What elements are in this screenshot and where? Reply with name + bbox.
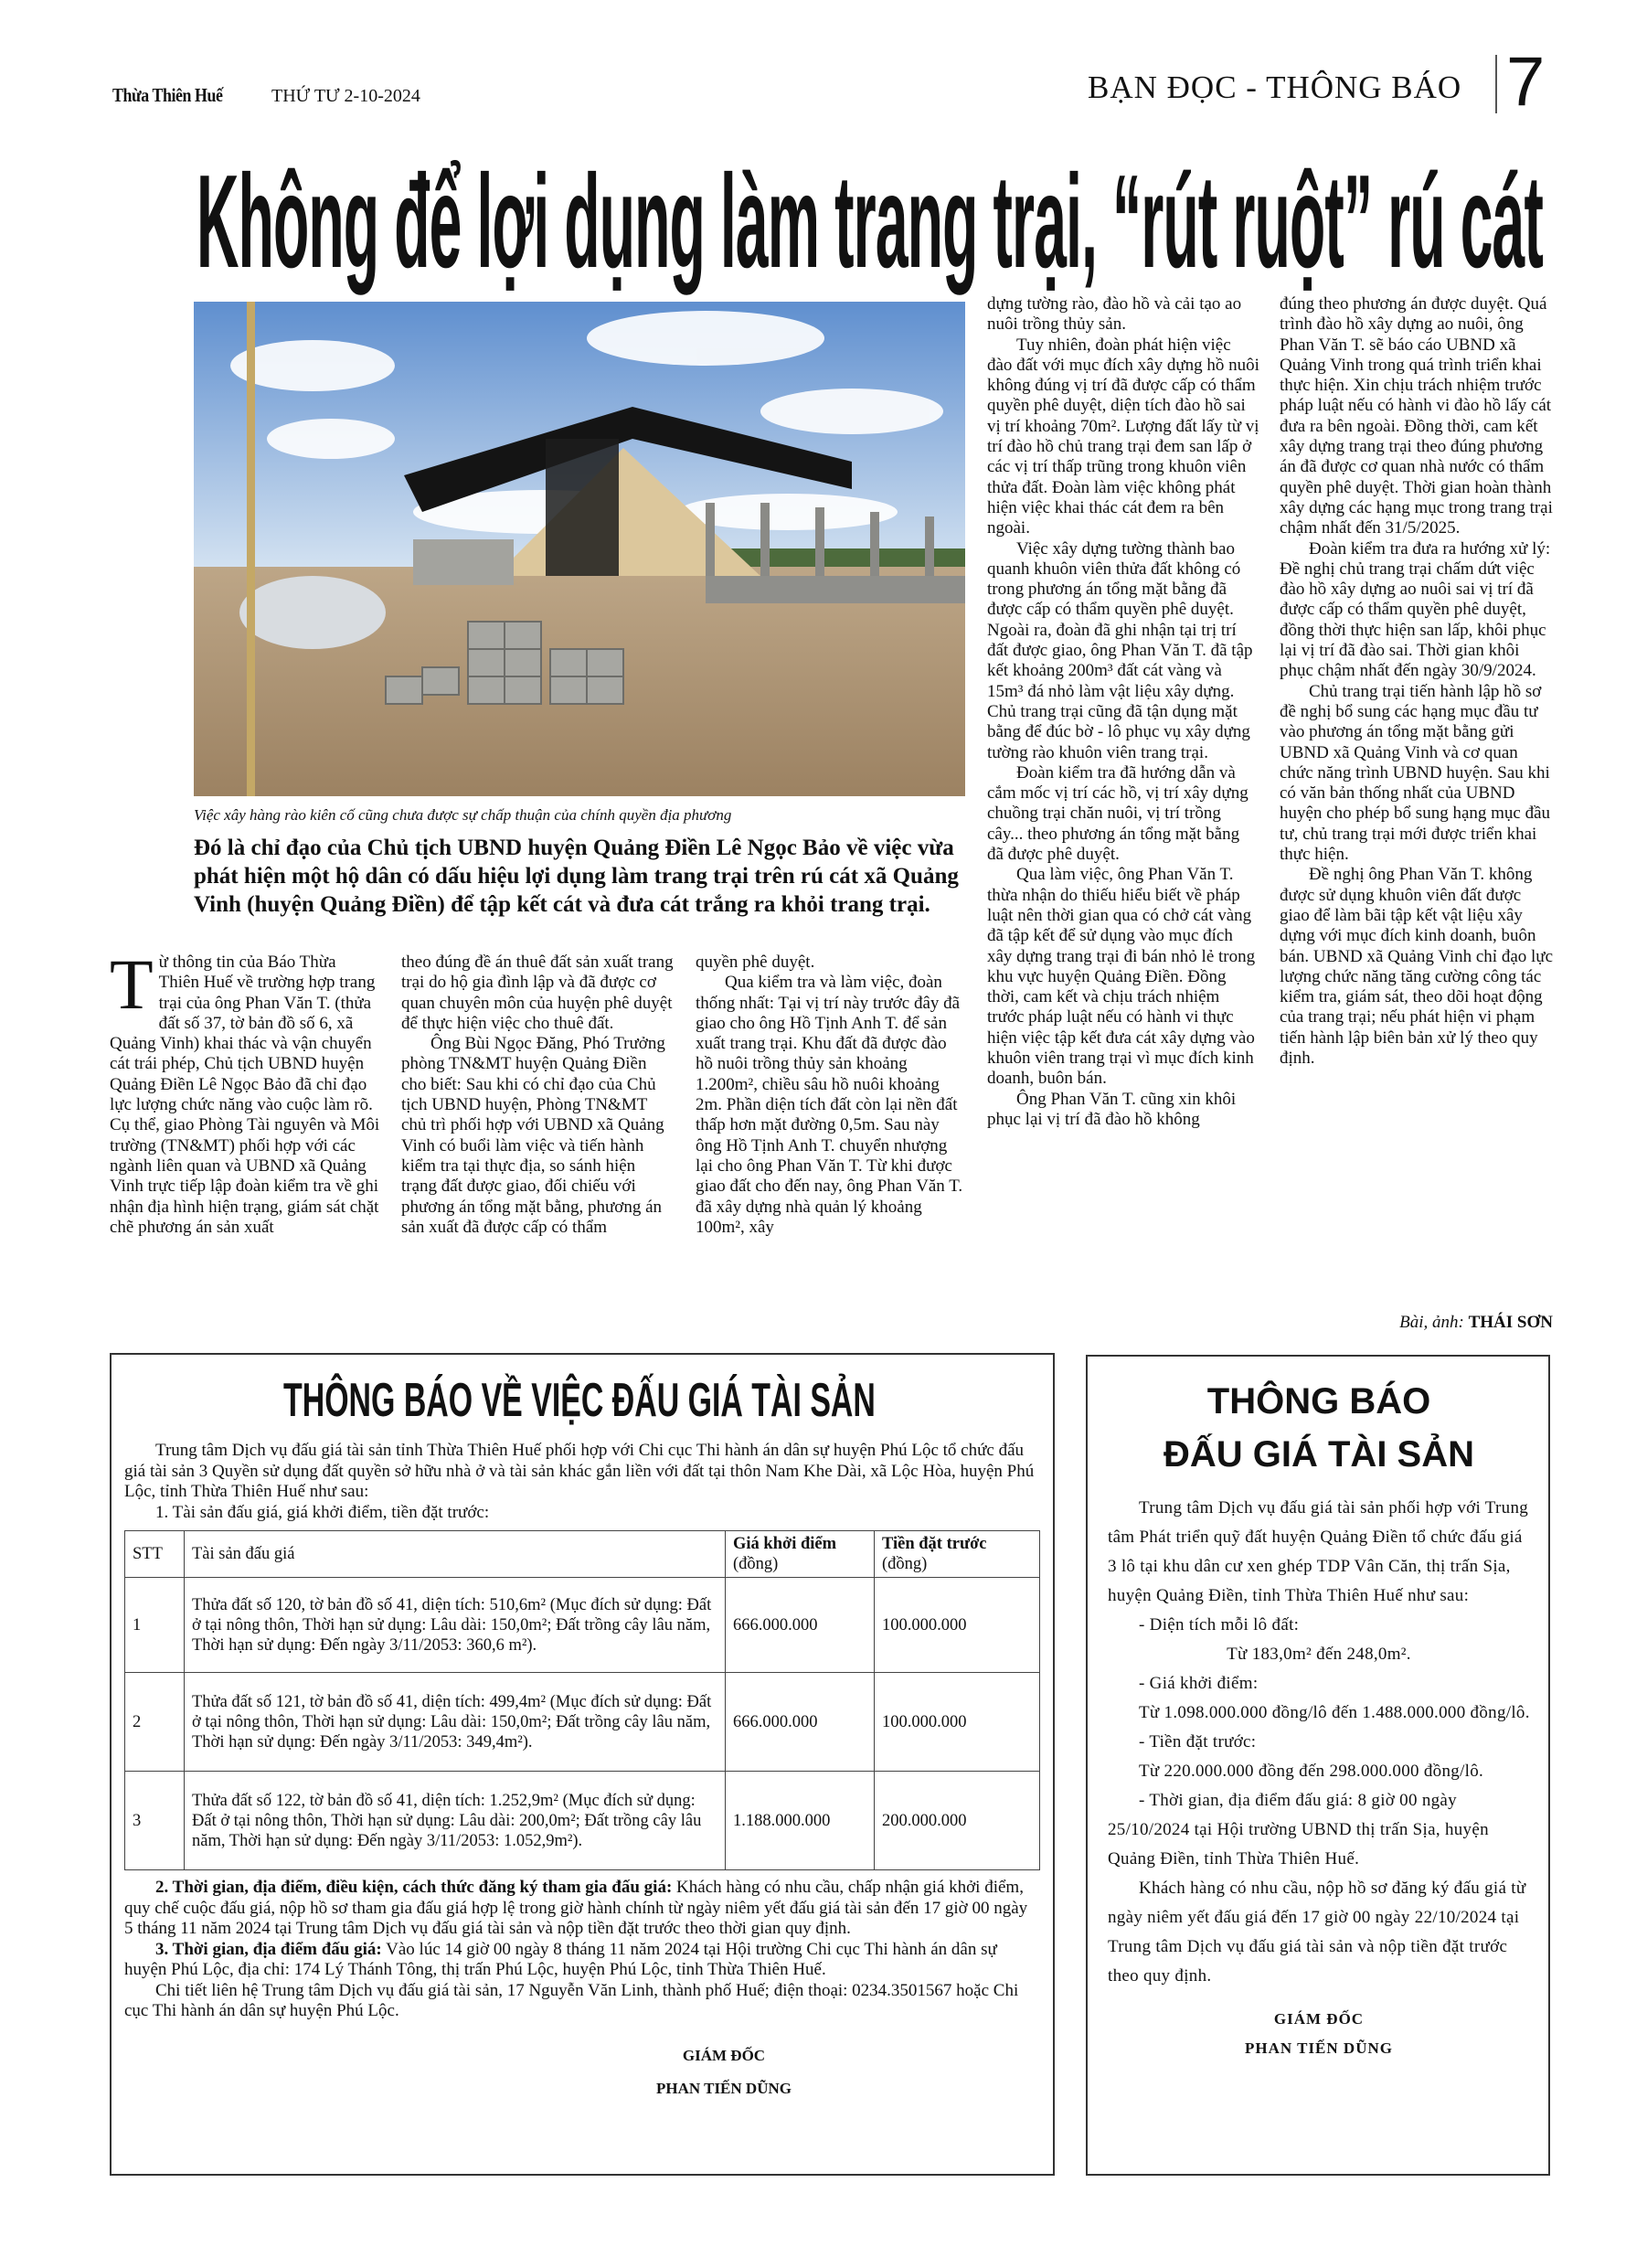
notice-item-1: 1. Tài sản đấu giá, giá khởi điểm, tiền đặt trước:	[155, 1502, 490, 1522]
article-paragraph: Ông Bùi Ngọc Đăng, Phó Trưởng phòng TN&MT huyện Quảng Điền cho biết: Sau khi có chỉ đạo của Chủ tịch UBND huyện, Phòng TN&MT chủ trì phối hợp với UBND xã Quảng Vinh có buổi làm việc và tiến hành kiểm tra tại thực địa, so sánh hiện trạng đất được giao, đối chiếu với phương án tổng mặt bằng, phương án sản xuất đã được cấp có thẩm	[401, 1034, 665, 1237]
auction-assets-table	[124, 1530, 1040, 1870]
table-header-row	[125, 1531, 1040, 1578]
article-paragraph: ừ thông tin của Báo Thừa Thiên Huế về trường hợp trang trại của ông Phan Văn T. (thửa đất số 37, tờ bản đồ số 6, xã Quảng Vinh) khai thác và vận chuyển cát trái phép, Chủ tịch UBND huyện Quảng Điền Lê Ngọc Bảo đã chỉ đạo lực lượng chức năng vào cuộc làm rõ. Cụ thể, giao Phòng Tài nguyên và Môi trường (TN&MT) phối hợp với các ngành liên quan và UBND xã Quảng Vinh trực tiếp lập đoàn kiểm tra về ghi nhận địa hình hiện trạng, giám sát chặt chẽ phương án sản xuất	[110, 953, 380, 1237]
price-value: Từ 1.098.000.000 đồng/lô đến 1.488.000.000 đồng/lô.	[1139, 1703, 1530, 1722]
cell-start-price: 666.000.000	[726, 1578, 875, 1673]
notice-intro: Trung tâm Dịch vụ đấu giá tài sản tỉnh Thừa Thiên Huế phối hợp với Chi cục Thi hành án dân sự huyện Phú Lộc tổ chức đấu giá tài sản 3 Quyền sử dụng đất quyền sở hữu nhà ở và tài sản khác gắn liền với đất tại thôn Nam Khe Dài, xã Lộc Hòa, huyện Phú Lộc, tỉnh Thừa Thiên Huế như sau:	[124, 1441, 1035, 1501]
header-start-price: Giá khởi điểm (đồng)	[726, 1531, 875, 1578]
header-stt: STT	[125, 1531, 185, 1578]
notice-item-2: 2. Thời gian, địa điểm, điều kiện, cách thức đăng ký tham gia đấu giá: Khách hàng có nhu cầu, chấp nhận giá khởi điểm, quy chế cuộc đấu giá, nộp hồ sơ tham gia đấu giá hợp lệ trong giờ hành chính từ ngày niêm yết đấu giá tài sản đến 17 giờ 00 ngày 5 tháng 11 năm 2024 tại Trung tâm Dịch vụ đấu giá tài sản và nộp tiền đặt trước theo thời gian quy định.	[124, 1878, 1028, 1938]
cell-deposit: 200.000.000	[875, 1772, 1040, 1870]
farm-construction-photo	[194, 302, 965, 796]
article-paragraph: Qua làm việc, ông Phan Văn T. thừa nhận do thiếu hiểu biết về pháp luật nên thời gian qua có chở cát vàng đã tập kết để sử dụng vào mục đích xây dựng trang trại đi bán nhỏ lẻ trong khu vực huyện Quảng Điền. Đồng thời, cam kết và chịu trách nhiệm trước pháp luật nếu có hành vi thực hiện việc tập kết đưa cát xây dựng vào khuôn viên trang trại vì mục đích kinh doanh, buôn bán.	[987, 865, 1256, 1089]
area-value: Từ 183,0m² đến 248,0m².	[1227, 1645, 1411, 1664]
article-headline: Không để lợi dụng làm trang trại, “rút ruột” rú cát	[197, 147, 1544, 295]
article-column-5	[1280, 294, 1554, 1069]
cell-deposit: 100.000.000	[875, 1578, 1040, 1673]
cell-deposit: 100.000.000	[875, 1673, 1040, 1772]
article-column-4	[987, 294, 1259, 1130]
deposit-label: - Tiền đặt trước:	[1139, 1732, 1257, 1752]
notice-title-line-1: THÔNG BÁO	[1206, 1381, 1431, 1421]
notice-title: THÔNG BÁO VỀ VIỆC ĐẤU GIÁ TÀI SẢN	[283, 1374, 876, 1427]
byline-label: Bài, ảnh:	[1399, 1313, 1464, 1332]
article-paragraph: Việc xây dựng tường thành bao quanh khuôn viên thửa đất không có trong phương án tổng mặt bằng đã được cấp có thẩm quyền phê duyệt. Ngoài ra, đoàn đã ghi nhận tại trị trí đất được giao, ông Phan Văn T. đã tập kết khoảng 200m³ đất cát vàng và 15m³ đá nhỏ làm vật liệu xây dựng. Chủ trang trại cũng đã tận dụng mặt bằng để đúc bờ - lô phục vụ xây dựng tường rào khuôn viên trang trại.	[987, 538, 1253, 762]
article-paragraph: dựng tường rào, đào hồ và cải tạo ao nuôi trồng thủy sản.	[987, 294, 1242, 335]
page-number-divider	[1495, 55, 1497, 113]
block-wall	[413, 539, 514, 585]
article-paragraph: Ông Phan Văn T. cũng xin khôi phục lại vị trí đã đào hồ không	[987, 1089, 1237, 1129]
article-paragraph: Đoàn kiểm tra đưa ra hướng xử lý: Đề nghị chủ trang trại chấm dứt việc đào hồ xây dựng ao nuôi sai vị trí đã được cấp có thẩm quyền phê duyệt, đồng thời thực hiện san lấp, khôi phục lại vị trí đã đào sai. Thời gian khôi phục chậm nhất đến ngày 30/9/2024.	[1280, 538, 1551, 681]
article-paragraph: Đề nghị ông Phan Văn T. không được sử dụng khuôn viên đất được giao để làm bãi tập kết vật liệu xây dựng với mục đích kinh doanh, buôn bán. UBND xã Quảng Vinh chỉ đạo lực lượng chức năng tăng cường công tác kiểm tra, giám sát, theo dõi hoạt động của trang trại; nếu phát hiện vi phạm tiến hành lập biên bản xử lý theo quy định.	[1280, 865, 1554, 1068]
article-column-3	[696, 953, 968, 1238]
article-column-2	[401, 953, 674, 1238]
header-deposit: Tiền đặt trước (đồng)	[875, 1531, 1040, 1578]
signer-name: PHAN TIẾN DŨNG	[656, 2079, 792, 2097]
notice-item-3: 3. Thời gian, địa điểm đấu giá: Vào lúc 14 giờ 00 ngày 8 tháng 11 năm 2024 tại Hội trường Chi cục Thi hành án dân sự huyện Phú Lộc, địa chỉ: 174 Lý Thánh Tông, thị trấn Phú Lộc, huyện Phú Lộc, tỉnh Thừa Thiên Huế.	[124, 1939, 997, 1979]
article-paragraph: Qua kiểm tra và làm việc, đoàn thống nhất: Tại vị trí này trước đây đã giao cho ông Hồ Tịnh Anh T. để sản xuất trang trại. Khu đất đã được đào hồ nuôi trồng thủy sản khoảng 1.200m², chiều sâu hồ nuôi khoảng 2m. Phần diện tích đất còn lại nền đất thấp hơn mặt đường 0,5m. Sau này ông Hồ Tịnh Anh T. chuyển nhượng lại cho ông Phan Văn T. Từ khi được giao đất cho đến nay, ông Phan Văn T. đã xây dựng nhà quản lý khoảng 100m², xây	[696, 973, 963, 1237]
article-paragraph: quyền phê duyệt.	[696, 953, 815, 972]
article-paragraph: Chủ trang trại tiến hành lập hồ sơ đề nghị bổ sung các hạng mục đầu tư vào phương án tổng mặt bằng gửi UBND xã Quảng Vinh và cơ quan chức năng trình UBND huyện. Sau khi có văn bản thống nhất của UBND huyện cho phép bổ sung hạng mục đầu tư, chủ trang trại mới được triển khai thực hiện.	[1280, 681, 1551, 865]
article-paragraph: đúng theo phương án được duyệt. Quá trình đào hồ xây dựng ao nuôi, ông Phan Văn T. sẽ báo cáo UBND xã Quảng Vinh trong quá trình triển khai thực hiện. Xin chịu trách nhiệm trước pháp luật nếu có hành vi đào hồ lấy cát đưa ra bên ngoài. Đồng thời, cam kết xây dựng trang trại theo đúng phương án đã được cơ quan nhà nước có thẩm quyền phê duyệt. Thời gian hoàn thành xây dựng các hạng mục trong trang trại chậm nhất đến 31/5/2025.	[1280, 294, 1553, 538]
newspaper-name: Thừa Thiên Huế	[112, 84, 223, 106]
notice-intro-block	[124, 1441, 1040, 1523]
photo-caption: Việc xây hàng rào kiên cố cũng chưa được sự chấp thuận của chính quyền địa phương	[194, 806, 732, 824]
price-label: - Giá khởi điểm:	[1139, 1674, 1259, 1693]
registration-info: Khách hàng có nhu cầu, nộp hồ sơ đăng ký đấu giá từ ngày niêm yết đấu giá đến 17 giờ 00 ngày 22/10/2024 tại Trung tâm Dịch vụ đấu giá tài sản và nộp tiền đặt trước theo quy định.	[1108, 1879, 1526, 1986]
signer-name: PHAN TIẾN DŨNG	[1245, 2039, 1393, 2057]
cell-stt: 2	[125, 1673, 185, 1772]
article-photo	[194, 302, 965, 796]
issue-date: THỨ TƯ 2-10-2024	[271, 86, 420, 106]
article-paragraph: theo đúng đề án thuê đất sản xuất trang trại do hộ gia đình lập và đã được cơ quan chuyên môn của huyện phê duyệt để thực hiện việc cho thuê đất.	[401, 953, 674, 1033]
hanging-net	[546, 439, 619, 576]
cell-start-price: 1.188.000.000	[726, 1772, 875, 1870]
cell-stt: 3	[125, 1772, 185, 1870]
auction-notice-right	[1086, 1355, 1550, 2176]
section-name: BẠN ĐỌC - THÔNG BÁO	[1088, 69, 1462, 105]
notice-details	[124, 1878, 1040, 2022]
byline	[1399, 1313, 1553, 1333]
cell-asset: Thửa đất số 122, tờ bản đồ số 41, diện tích: 1.252,9m² (Mục đích sử dụng: Đất ở tại nông thôn, Thời hạn sử dụng: Lâu dài: 200,0m²; Đất trồng cây lâu năm, Thời hạn sử dụng: Đến ngày 3/11/2053: 1.052,9m²).	[185, 1772, 726, 1870]
bamboo-pole	[247, 302, 255, 796]
cell-start-price: 666.000.000	[726, 1673, 875, 1772]
signer-title: GIÁM ĐỐC	[1273, 2010, 1365, 2028]
low-wall	[706, 576, 965, 603]
article-lede: Đó là chỉ đạo của Chủ tịch UBND huyện Quảng Điền Lê Ngọc Bảo về việc vừa phát hiện một hộ dân có dấu hiệu lợi dụng làm trang trại trên rú cát xã Quảng Vinh (huyện Quảng Điền) để tập kết cát và đưa cát trắng ra khỏi trang trại.	[194, 836, 959, 917]
deposit-value: Từ 220.000.000 đồng đến 298.000.000 đồng/lô.	[1139, 1762, 1484, 1781]
page-number: 7	[1506, 43, 1546, 121]
tarp-covered-pile	[239, 576, 386, 649]
notice-title-wrap	[124, 1373, 1040, 1432]
signer-title: GIÁM ĐỐC	[682, 2046, 766, 2064]
cell-asset: Thửa đất số 121, tờ bản đồ số 41, diện tích: 499,4m² (Mục đích sử dụng: Đất ở tại nông thôn, Thời hạn sử dụng: Lâu dài: 150,0m²; Đất trồng cây lâu năm, Thời hạn sử dụng: Đến ngày 3/11/2053: 349,4m²).	[185, 1673, 726, 1772]
table-row	[125, 1578, 1040, 1673]
notice-body	[1108, 1494, 1530, 1991]
time-place: - Thời gian, địa điểm đấu giá: 8 giờ 00 ngày 25/10/2024 tại Hội trường UBND thị trấn Sịa, huyện Quảng Điền, tỉnh Thừa Thiên Huế.	[1108, 1791, 1489, 1869]
area-label: - Diện tích mỗi lô đất:	[1139, 1615, 1300, 1634]
drop-cap: T	[110, 944, 154, 1024]
notice-intro: Trung tâm Dịch vụ đấu giá tài sản phối hợp với Trung tâm Phát triển quỹ đất huyện Quảng Điền tổ chức đấu giá 3 lô tại khu dân cư xen ghép TDP Vân Căn, thị trấn Sịa, huyện Quảng Điền, tỉnh Thừa Thiên Huế như sau:	[1108, 1498, 1529, 1605]
article-paragraph: Tuy nhiên, đoàn phát hiện việc đào đất với mục đích xây dựng hồ nuôi không đúng vị trí đã được cấp có thẩm quyền phê duyệt, diện tích đào hồ sai vị trí khoảng 70m². Lượng đất lấy từ vị trí đào hồ chủ trang trại đem san lấp ở các vị trí thấp trũng trong khuôn viên thửa đất. Đoàn làm việc không phát hiện việc khai thác cát đem ra bên ngoài.	[987, 335, 1259, 538]
table-row	[125, 1772, 1040, 1870]
header-asset: Tài sản đấu giá	[185, 1531, 726, 1578]
article-column-1	[110, 944, 380, 1238]
table-row	[125, 1673, 1040, 1772]
article-paragraph: Đoàn kiểm tra đã hướng dẫn và cắm mốc vị trí các hồ, vị trí xây dựng chuồng trại chăn nuôi, vị trí trồng cây... theo phương án tổng mặt bằng đã được phê duyệt.	[987, 762, 1249, 865]
notice-contact: Chi tiết liên hệ Trung tâm Dịch vụ đấu giá tài sản, 17 Nguyễn Văn Linh, thành phố Huế; điện thoại: 0234.3501567 hoặc Chi cục Thi hành án dân sự huyện Phú Lộc.	[124, 1980, 1019, 2020]
cell-asset: Thửa đất số 120, tờ bản đồ số 41, diện tích: 510,6m² (Mục đích sử dụng: Đất ở tại nông thôn, Thời hạn sử dụng: Lâu dài: 150,0m²; Đất trồng cây lâu năm, Thời hạn sử dụng: Đến ngày 3/11/2053: 360,6 m²).	[185, 1578, 726, 1673]
auction-notice-left	[110, 1353, 1055, 2176]
notice-title	[1108, 1375, 1530, 1481]
notice-title-line-2: ĐẤU GIÁ TÀI SẢN	[1164, 1434, 1474, 1475]
byline-author: THÁI SƠN	[1468, 1313, 1553, 1332]
cell-stt: 1	[125, 1578, 185, 1673]
